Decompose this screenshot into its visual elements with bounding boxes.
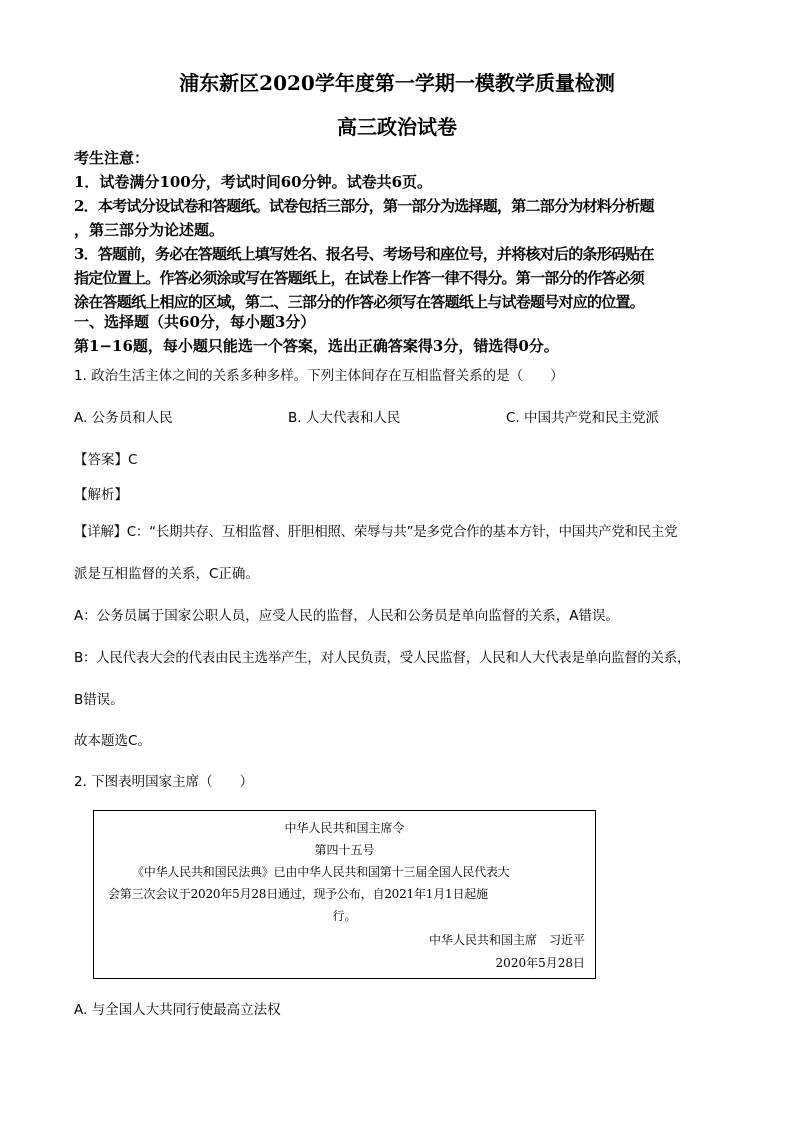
section-1-heading: 一、选择题（共60分，每小题3分） bbox=[74, 313, 316, 331]
answer-value: C bbox=[128, 452, 138, 468]
question-1-option-c: C. 中国共产党和民主党派 bbox=[506, 410, 660, 426]
question-1-option-b: B. 人大代表和人民 bbox=[288, 410, 401, 426]
presidential-order-box bbox=[93, 810, 596, 979]
order-signature: 中华人民共和国主席 习近平 bbox=[428, 933, 585, 947]
notice-item-1: 1．试卷满分100分，考试时间60分钟。试卷共6页。 bbox=[74, 173, 433, 191]
order-body-line-2: 会第三次会议于2020年5月28日通过，现予公布，自2021年1月1日起施 bbox=[108, 887, 488, 901]
question-1-stem: 1. 政治生活主体之间的关系多种多样。下列主体间存在互相监督关系的是（ ） bbox=[74, 368, 564, 384]
order-body-line-1: 《中华人民共和国民法典》已由中华人民共和国第十三届全国人民代表大 bbox=[132, 865, 510, 879]
notice-item-3-line-3: 涂在答题纸上相应的区域，第二、三部分的作答必须写在答题纸上与试卷题号对应的位置。 bbox=[74, 293, 645, 311]
notice-item-3-line-1: 3．答题前，务必在答题纸上填写姓名、报名号、考场号和座位号，并将核对后的条形码贴在 bbox=[74, 245, 654, 263]
order-body-line-3: 行。 bbox=[332, 909, 357, 923]
answer-tag: 【答案】 bbox=[74, 452, 128, 468]
question-1-answer bbox=[74, 450, 734, 470]
order-number: 第四十五号 bbox=[314, 843, 375, 857]
question-1-detail-a: A：公务员属于国家公职人员，应受人民的监督，人民和公务员是单向监督的关系，A错误。 bbox=[74, 608, 619, 624]
notice-heading: 考生注意： bbox=[74, 149, 150, 167]
question-1-analysis-tag: 【解析】 bbox=[74, 487, 128, 503]
section-1-rule: 第1−16题，每小题只能选一个答案，选出正确答案得3分，错选得0分。 bbox=[74, 337, 559, 355]
question-2-stem: 2. 下图表明国家主席（ ） bbox=[74, 774, 254, 790]
question-2-option-a: A. 与全国人大共同行使最高立法权 bbox=[74, 1002, 281, 1018]
exam-subtitle: 高三政治试卷 bbox=[337, 115, 457, 139]
exam-title: 浦东新区2020学年度第一学期一模教学质量检测 bbox=[179, 71, 615, 95]
notice-item-3-line-2: 指定位置上。作答必须涂或写在答题纸上，在试卷上作答一律不得分。第一部分的作答必须 bbox=[74, 269, 645, 287]
question-1-detail-line-2: 派是互相监督的关系，C正确。 bbox=[74, 566, 259, 582]
question-1-option-a: A. 公务员和人民 bbox=[74, 410, 173, 426]
order-date: 2020年5月28日 bbox=[495, 956, 585, 970]
notice-item-2-line-1: 2．本考试分设试卷和答题纸。试卷包括三部分，第一部分为选择题，第二部分为材料分析题 bbox=[74, 197, 654, 215]
question-1-conclusion: 故本题选C。 bbox=[74, 733, 151, 749]
question-1-detail-line-1: 【详解】C：“长期共存、互相监督、肝胆相照、荣辱与共”是多党合作的基本方针，中国共产党和民主党 bbox=[74, 524, 678, 540]
notice-item-2-line-2: ，第三部分为论述题。 bbox=[74, 221, 225, 239]
question-1-detail-b-line-2: B错误。 bbox=[74, 692, 124, 708]
order-title: 中华人民共和国主席令 bbox=[284, 821, 405, 835]
question-1-detail-b-line-1: B：人民代表大会的代表由民主选举产生，对人民负责，受人民监督，人民和人大代表是单向监督的关系， bbox=[74, 650, 691, 666]
